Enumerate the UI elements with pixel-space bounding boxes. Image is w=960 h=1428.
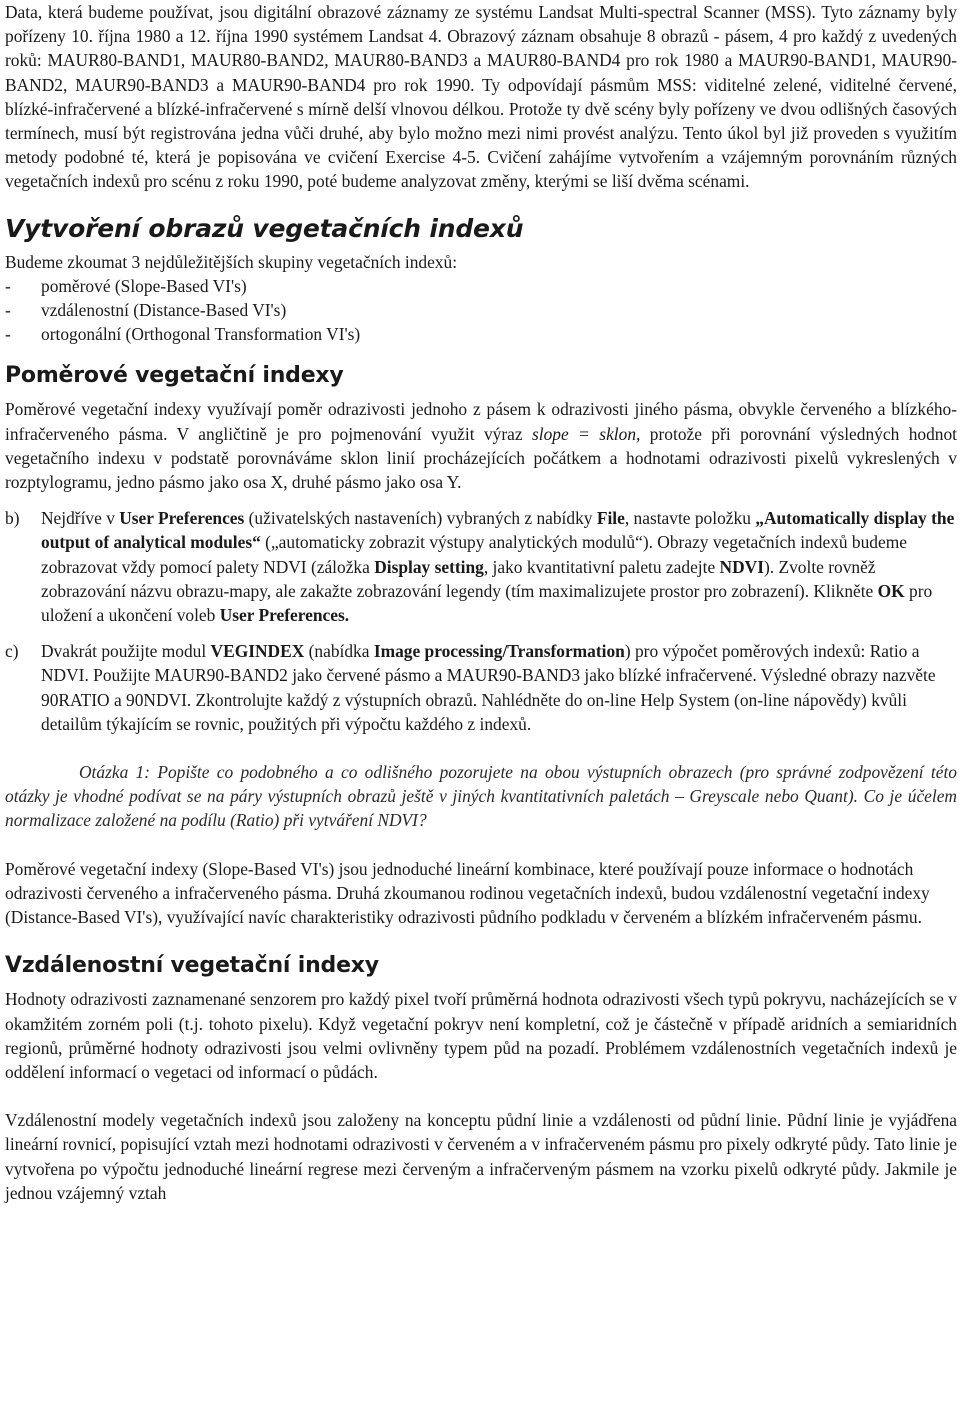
list-item: - ortogonální (Orthogonal Transformation VI's) <box>5 324 361 345</box>
index-groups-list <box>5 274 957 347</box>
step-b: b) Nejdříve v User Preferences (uživatelských nastaveních) vybraných z nabídky File, nastavte položku „Automatically display the output of analytical modules“ („automaticky zobrazit výstupy analytických modulů“). Obrazy vegetačních indexů budeme zobrazovat vždy pomocí palety NDVI (záložka Display setting, jako kvantitativní paletu zadejte NDVI). Zvolte rovněž zobrazování názvu obrazu-mapy, ale zakažte zobrazování legendy (tím maximalizujete prostor pro zobrazení). Klikněte OK pro uložení a ukončení voleb User Preferences. <box>5 508 955 626</box>
section1-lead: Budeme zkoumat 3 nejdůležitějších skupiny vegetačních indexů: <box>5 251 458 272</box>
list-item: - poměrové (Slope-Based VI's) <box>5 275 247 296</box>
document-page <box>5 0 957 1205</box>
section-heading-slope-based: Poměrové vegetační indexy <box>5 363 344 389</box>
step-c: c) Dvakrát použijte modul VEGINDEX (nabídka Image processing/Transformation) pro výpočet poměrových indexů: Ratio a NDVI. Použijte MAUR90-BAND2 jako červené pásmo a MAUR90-BAND3 jako blízké infračervené. Výsledné obrazy nazvěte 90RATIO a 90NDVI. Zkontrolujte každý z výstupních obrazů. Nahlédněte do on-line Help System (on-line nápovědy) kvůli detailům týkajícím se rovnic, použitých při výpočtu každého z indexů. <box>5 641 936 734</box>
distance-based-paragraph-1: Hodnoty odrazivosti zaznamenané senzorem pro každý pixel tvoří průměrná hodnota odrazivosti všech typů pokryvu, nacházejících se v okamžitém zorném poli (t.j. tohoto pixelu). Když vegetační pokryv není kompletní, což je částečně v případě aridních a semiaridních regionů, průměrné hodnoty odrazivosti jsou velmi ovlivněny typem půd na pozadí. Problémem vzdálenostních vegetačních indexů je oddělení informací o vegetaci od informací o půdách. <box>5 989 957 1082</box>
section-heading-vegetation-indices: Vytvoření obrazů vegetačních indexů <box>5 213 524 243</box>
slope-based-paragraph: Poměrové vegetační indexy využívají poměr odrazivosti jednoho z pásem k odrazivosti jiného pásma, obvykle červeného a blízkého-infračerveného pásma. V angličtině je pro pojmenování využit výraz slope = sklon, protože při porovnání výsledných hodnot vegetačního indexu v podstatě porovnáváme sklon linií procházejících počátkem a hodnotami odrazivosti pixelů vykreslených v rozptylogramu, jedno pásmo jako osa X, druhé pásmo jako osa Y. <box>5 399 957 493</box>
section-heading-distance-based: Vzdálenostní vegetační indexy <box>5 953 379 979</box>
slope-based-summary: Poměrové vegetační indexy (Slope-Based VI's) jsou jednoduché lineární kombinace, které používají pouze informace o hodnotách odrazivosti červeného a infračerveného pásma. Druhá zkoumanou rodinou vegetačních indexů, budou vzdálenostní vegetační indexy (Distance-Based VI's), využívající navíc charakteristiky odrazivosti půdního podkladu v červeném a blízkém infračerveném pásmu. <box>5 858 930 928</box>
question-1: Otázka 1: Popište co podobného a co odlišného pozorujete na obou výstupních obrazech (pro správné zodpovězení této otázky je vhodné podívat se na páry výstupních obrazů ještě v jiných kvantitativních paletách – Greyscale nebo Quant). Co je účelem normalizace založené na podílu (Ratio) při vytváření NDVI? <box>5 762 957 831</box>
distance-based-paragraph-2: Vzdálenostní modely vegetačních indexů jsou založeny na konceptu půdní linie a vzdálenosti od půdní linie. Půdní linie je vyjádřena lineární rovnicí, popisující vztah mezi hodnotami odrazivosti v červeném a v infračerveném pásmu pro pixely odkryté půdy. Tato linie je vytvořena po výpočtu jednoduché lineární regrese mezi červeným a infračerveným pásmem na vzorku pixelů odkryté půdy. Jakmile je jednou vzájemný vztah <box>5 1110 957 1203</box>
list-item: - vzdálenostní (Distance-Based VI's) <box>5 300 287 321</box>
intro-paragraph: Data, která budeme používat, jsou digitální obrazové záznamy ze systému Landsat Multi-spectral Scanner (MSS). Tyto záznamy byly pořízeny 10. října 1980 a 12. října 1990 systémem Landsat 4. Obrazový záznam obsahuje 8 obrazů - pásem, 4 pro každý z uvedených roků: MAUR80-BAND1, MAUR80-BAND2, MAUR80-BAND3 a MAUR80-BAND4 pro rok 1980 a MAUR90-BAND1, MAUR90-BAND2, MAUR90-BAND3 a MAUR90-BAND4 pro rok 1990. Ty odpovídají pásmům MSS: viditelné zelené, viditelné červené, blízké-infračervené a blízké-infračervené s mírně delší vlnovou délkou. Protože ty dvě scény byly pořízeny ve dvou odlišných časových termínech, musí být registrována jedna vůči druhé, aby bylo možno mezi nimi provést analýzu. Tento úkol byl již proveden s využitím metody podobné té, která je popisována ve cvičení Exercise 4-5. Cvičení zahájíme vytvořením a vzájemným porovnáním různých vegetačních indexů pro scénu z roku 1990, poté budeme analyzovat změny, kterými se liší dvěma scénami. <box>5 2 957 192</box>
